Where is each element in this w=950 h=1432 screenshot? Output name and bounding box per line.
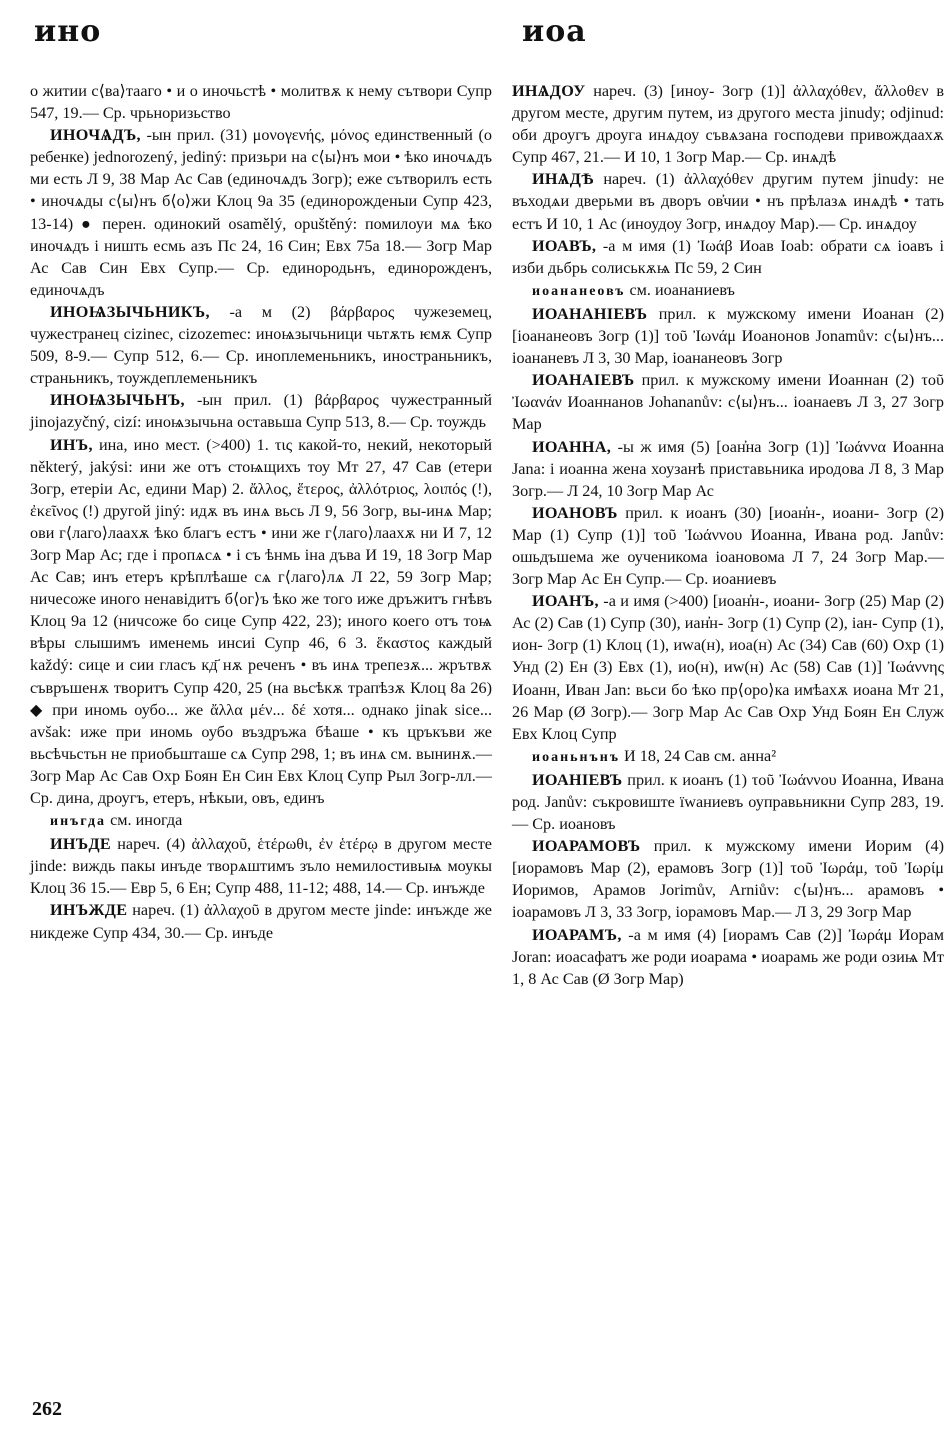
headword: ИОАНОВЪ xyxy=(532,503,618,522)
dictionary-entry xyxy=(512,168,944,234)
headword: ИНОЧѦДЪ, xyxy=(50,126,141,145)
dictionary-entry xyxy=(30,434,492,810)
entry-body: -ын прил. (31) μονογενής, μόνος единственный (о ребенке) jednorozený, jediný: призьри на с⟨ы⟩нъ мои • ѣко иночѧдъ ми есть Л 9, 38 Мар Ас Сав (единочѧдъ Зогр); еже сътворилъ есть • иночѧды с⟨ы⟩нъ б⟨о⟩жи Клоц 9а 35 (единорожденыи Супр 423, 13-14) ● перен. одинокий osamělý, opuštěný: помилоуи мѧ ѣко иночѧдъ і ништь есмь азъ Пс 24, 16 Син; Евх 75а 18.— Зогр Мар Ас Сав Син Евх Супр.— Ср. единородьнъ, единорожденъ, единочѧдъ xyxy=(30,126,492,299)
dictionary-entry xyxy=(30,301,492,389)
headword: ИОАНАІЕВЪ xyxy=(532,371,635,390)
entry-body: нареч. (1) ἀλλαχόθεν другим путем jinudy: не въходѧи дверьми въ дворъ ов҆чии • нъ прѣлазѧ инѧдѣ • тать естъ И 10, 1 Ас (иноудоу Зогр, инѧдоу Мар).— Ср. инѧдоу xyxy=(512,170,944,233)
headword: ИНЪДЕ xyxy=(50,835,112,854)
dictionary-entry xyxy=(30,124,492,301)
entry-body: -а и имя (>400) [иоан҆н-, иоани- Зогр (25) Мар (2) Ас (2) Сав (1) Супр (30), иан҆н- Зогр (1) Супр (2), іан- Супр (1), ион- Зогр (1) Клоц (1), иwа(н), иоа(н) Ас (34) Сав (60) Охр (1) Унд (2) Ен (3) Евх (1), ио(н), иw(н) Ас (58) Сав (1)] Ἰωάννης Иоанн, Иван Jan: вьси бо ѣко пр⟨оро⟩ка имѣахѫ иоана Мт 21, 26 Мар (Ø Зогр).— Зогр Мар Ас Сав Охр Унд Боян Ен Служ Евх Клоц Супр xyxy=(512,592,944,743)
headword: иоаньнънъ xyxy=(532,749,620,765)
dictionary-entry xyxy=(512,303,944,369)
headword: ИОАННА, xyxy=(532,437,612,456)
headword: ИНѦДѢ xyxy=(532,170,594,189)
headword: ИОАРАМЪ, xyxy=(532,925,622,944)
running-head-left: ино xyxy=(34,14,102,49)
dictionary-entry xyxy=(30,389,492,433)
cross-reference-entry xyxy=(512,279,944,303)
entry-body: нареч. (1) ἀλλαχοῦ в другом месте jinde: инъжде же никдеже Супр 434, 30.— Ср. инъде xyxy=(30,901,492,942)
cross-reference-entry xyxy=(512,745,944,769)
dictionary-entry xyxy=(512,80,944,168)
entry-body: -ы ж имя (5) [оан҆на Зогр (1)] Ἰωάννα Иоанна Jana: і иоанна жена хоузанѣ приставьника иродова Л 8, 3 Мар Зогр.— Л 24, 10 Зогр Мар Ас xyxy=(512,437,944,500)
dictionary-entry xyxy=(30,833,492,899)
entry-body: о житии с⟨ва⟩тааго • и о иночьстѣ • молитвѫ к нему сътвори Супр 547, 19.— Ср. чрьноризьство xyxy=(30,82,492,123)
right-column xyxy=(512,80,944,990)
dictionary-entry xyxy=(512,369,944,435)
headword: ИОАВЪ, xyxy=(532,236,597,255)
entry-body: -а м имя (1) Ἰωάβ Иоав Ioab: обрати сѧ іоавъ і изби дьбрь солиськѫѩ Пс 59, 2 Син xyxy=(512,236,944,277)
headword: ИНѦДОУ xyxy=(512,82,586,100)
dictionary-entry xyxy=(512,769,944,835)
headword: ИОАНАНІЕВЪ xyxy=(532,304,648,323)
dictionary-entry xyxy=(512,436,944,502)
headword: ИНОѨЗЫЧЬНЪ, xyxy=(50,391,185,410)
entry-body: нареч. (4) ἀλλαχοῦ, ἑτέρωθι, ἐν ἑτέρῳ в другом месте jinde: виждь пакы инъде творѧштимъ зъло немилостивыѩ моукы Клоц 36 15.— Евр 5, 6 Ен; Супр 488, 11-12; 488, 14.— Ср. инъжде xyxy=(30,835,492,898)
dictionary-entry xyxy=(512,924,944,990)
entry-body: прил. к мужскому имени Иорим (4) [иорамовъ Мар (2), ерамовъ Зогр (1)] τοῦ Ἰωράμ, τοῦ Ἰωρίμ Иоримов, Арамов Jorimův, Arniův: с⟨ы⟩нъ... арамовъ • іоарамовъ Л 3, 33 Зогр, іорамовъ Мар.— Л 3, 29 Зогр Мар xyxy=(512,837,944,922)
headword: ИОАРАМОВЪ xyxy=(532,837,641,856)
entry-body: прил. к иоанъ (1) τοῦ Ἰωάννου Иоанна, Ивана род. Janův: съкровиште їwаниевъ оуправьникни Супр 283, 19.— Ср. иоановъ xyxy=(512,770,944,834)
entry-body: прил. к мужскому имени Иоаннан (2) τοῦ Ἰωανάν Иоаннанов Johananův: с⟨ы⟩нъ... іоанаевъ Л 3, 27 Зогр Мар xyxy=(512,371,944,434)
entry-body: -ын прил. (1) βάρβαρος чужестранный jinojazyčný, cizí: иноѩзычьна оставьша Супр 513, 8.— Ср. тоуждь xyxy=(30,391,492,432)
dictionary-entry xyxy=(512,235,944,279)
running-head-right: иоа xyxy=(522,14,587,49)
headword: ИНЪЖДЕ xyxy=(50,901,128,920)
headword: иоананеовъ xyxy=(532,283,626,299)
entry-body: ина, ино мест. (>400) 1. τις какой-то, некий, некоторый některý, jakýsi: ини же отъ стоѩщихъ тоу Мт 27, 47 Сав (етери Зогр, етеріи Ас, едини Мар) 2. ἄλλος, ἕτερος, ἀλλότριος, λοιπός (!), ἐκεῖνος (!) другой jiný: идѫ въ инѧ вьсь Л 9, 56 Зогр, вы-инѧ Мар; ови г⟨лаго⟩лаахѫ ѣко благъ естъ • ини же г⟨лаго⟩лаахѫ ни И 7, 12 Зогр Мар Ас; где і пропѧсѧ • і съ ѣнмь іна дъва И 19, 18 Зогр Мар Ас Сав; инъ етеръ крѣплѣаше сѧ г⟨лаго⟩лѧ Л 22, 59 Зогр Мар; ничесоже иного ненавідитъ б⟨ог⟩ъ ѣко же того иже дръжитъ гнѣвъ Клоц 9а 12 (ничсоже бо сице Супр 422, 23); иного коего отъ тоѩ вѣры слышимъ именемь инсиі Супр 46, 6 3. ἕκαστος каждый každý: сице и сии гласъ кд҃ нѫ реченъ • въ инѧ трепезѫ... жрътвѫ съвръшенѫ творитъ Супр 420, 25 (на вьсѣкѫ трапѣзѫ Клоц 8а 26) ◆ при иномь оубо... же ἄλλα μέν... δέ хотя... однако jinak sice... avšak: иже при иномь оубо въздръжа бѣаше • къ цръкъви же вьсѣчьстьн не приобьшташе сѧ Супр 298, 1; въ инѧ см. вынинѫ.— Зогр Мар Ас Сав Охр Боян Ен Син Евх Клоц Супр Рыл Зогр-лл.— Ср. дина, дроугъ, етеръ, нѣкыи, овъ, единъ xyxy=(30,435,492,807)
entry-body: прил. к мужскому имени Иоанан (2) [іоананеовъ Зогр (1)] τοῦ Ἰωνάμ Иоанонов Jonamův: с⟨ы⟩нъ... іоананевъ Л 3, 30 Мар, іоананеовъ Зогр xyxy=(512,304,944,368)
dictionary-entry xyxy=(512,590,944,745)
headword: ИНОѨЗЫЧЬНИКЪ, xyxy=(50,302,210,321)
entry-body: см. иногда xyxy=(106,811,183,830)
dictionary-entry xyxy=(512,835,944,923)
entry-body: нареч. (3) [иноу- Зогр (1)] ἀλλαχόθεν, ἄλλοθεν в другом месте, другим путем, из другого места jinudy; odjinud: оби дроугъ дроуга инѧдоу съвѧзана господеви привождаахѫ Супр 467, 21.— И 10, 1 Зогр Мар.— Ср. инѧдѣ xyxy=(512,82,944,167)
left-column xyxy=(30,80,492,944)
headword: ИОАНЪ, xyxy=(532,592,599,611)
entry-body: прил. к иоанъ (30) [иоан҆н-, иоани- Зогр (2) Мар (1) Супр (1)] τοῦ Ἰωάννου Иоанна, Ивана род. Janův: ошьдъшема же оученикома іоановома Л 7, 24 Зогр Мар.— Зогр Мар Ас Ен Супр.— Ср. иоаниевъ xyxy=(512,503,944,589)
headword: инъгда xyxy=(50,814,107,830)
dictionary-entry xyxy=(512,502,944,590)
entry-body: И 18, 24 Сав см. анна² xyxy=(620,746,777,765)
dictionary-entry xyxy=(30,899,492,943)
page-number: 262 xyxy=(32,1398,62,1420)
entry-body: -а м (2) βάρβαρος чужеземец, чужестранец cizinec, cizozemec: иноѩзычьници чьтѫть ѥмѫ Супр 509, 8-9.— Супр 512, 6.— Ср. иноплеменьникъ, иностраньникъ, страньникъ, тоуждеплеменьникъ xyxy=(30,302,492,388)
headword: ИНЪ, xyxy=(50,435,93,454)
headword: ИОАНІЕВЪ xyxy=(532,770,623,789)
cross-reference-entry xyxy=(30,809,492,833)
entry-body: -а м имя (4) [иорамъ Сав (2)] Ἰωράμ Иорам Joran: иоасафатъ же роди иоарама • иоарамь же роди озиѩ Мт 1, 8 Ас Сав (Ø Зогр Мар) xyxy=(512,925,944,988)
dictionary-entry xyxy=(30,80,492,124)
entry-body: см. иоананиевъ xyxy=(625,280,735,299)
